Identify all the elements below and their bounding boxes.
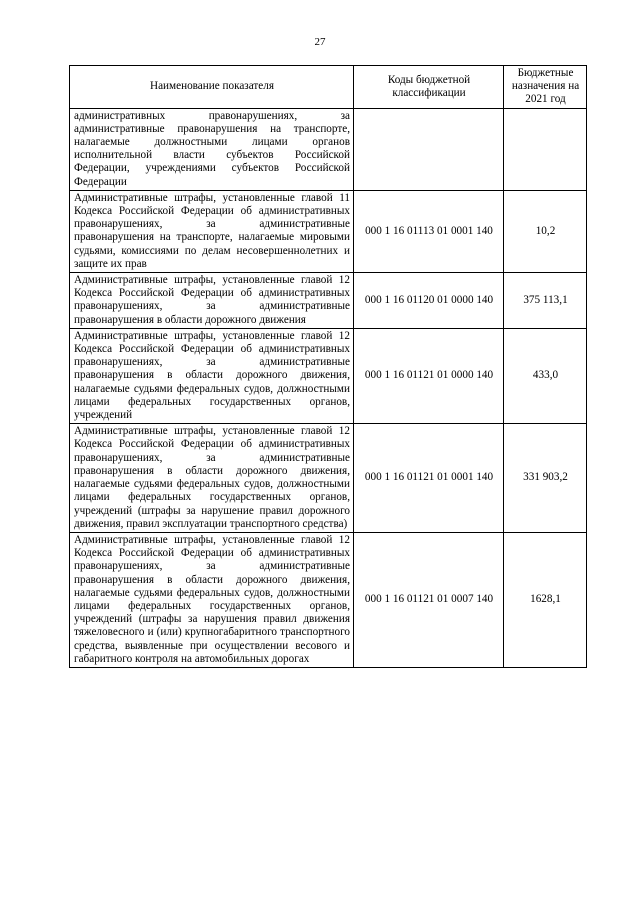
budget-code-cell: 000 1 16 01121 01 0001 140: [354, 424, 504, 533]
budget-code-cell: 000 1 16 01113 01 0001 140: [354, 190, 504, 272]
indicator-name-cell: Административные штрафы, установленные главой 12 Кодекса Российской Федерации об административных правонарушениях, за административные правонарушения в области дорожного движения: [70, 273, 354, 329]
budget-value-cell: 10,2: [504, 190, 587, 272]
budget-code-cell: 000 1 16 01121 01 0007 140: [354, 532, 504, 667]
budget-table: [69, 65, 587, 668]
budget-value-cell: 1628,1: [504, 532, 587, 667]
table-row: [70, 273, 587, 329]
header-indicator-name: Наименование показателя: [70, 66, 354, 109]
budget-code-cell: [354, 108, 504, 190]
indicator-name-cell: Административные штрафы, установленные главой 12 Кодекса Российской Федерации об административных правонарушениях, за административные правонарушения в области дорожного движения, налагаемые судьями федеральных судов, должностными лицами федеральных государственных органов, учреждений (штрафы за нарушения правил движения тяжеловесного и (или) крупногабаритного транспортного средства, выявленные при осуществлении весового и габаритного контроля на автомобильных дорогах: [70, 532, 354, 667]
budget-value-cell: 433,0: [504, 328, 587, 423]
page-number: 27: [314, 36, 326, 48]
indicator-name-cell: Административные штрафы, установленные главой 11 Кодекса Российской Федерации об административных правонарушениях, за административные правонарушения на транспорте, налагаемые мировыми судьями, комиссиями по делам несовершеннолетних и защите их прав: [70, 190, 354, 272]
header-budget-allocation: Бюджетные назначения на 2021 год: [504, 66, 587, 109]
budget-value-cell: [504, 108, 587, 190]
budget-code-cell: 000 1 16 01120 01 0000 140: [354, 273, 504, 329]
table-body: [70, 108, 587, 667]
indicator-name-cell: Административные штрафы, установленные главой 12 Кодекса Российской Федерации об административных правонарушениях, за административные правонарушения в области дорожного движения, налагаемые судьями федеральных судов, должностными лицами федеральных государственных органов, учреждений (штрафы за нарушение правил дорожного движения, правил эксплуатации транспортного средства): [70, 424, 354, 533]
table-row: [70, 532, 587, 667]
indicator-name-cell: Административные штрафы, установленные главой 12 Кодекса Российской Федерации об административных правонарушениях, за административные правонарушения в области дорожного движения, налагаемые судьями федеральных судов, должностными лицами федеральных государственных органов, учреждений: [70, 328, 354, 423]
indicator-name-cell: административных правонарушениях, за административные правонарушения на транспорте, налагаемые должностными лицами органов исполнительной власти субъектов Российской Федерации, учреждениями субъектов Российской Федерации: [70, 108, 354, 190]
table-row: [70, 190, 587, 272]
header-budget-codes: Коды бюджетной классификации: [354, 66, 504, 109]
budget-code-cell: 000 1 16 01121 01 0000 140: [354, 328, 504, 423]
budget-value-cell: 375 113,1: [504, 273, 587, 329]
budget-value-cell: 331 903,2: [504, 424, 587, 533]
table-row: [70, 108, 587, 190]
table-header-row: [70, 66, 587, 109]
table-row: [70, 328, 587, 423]
table-row: [70, 424, 587, 533]
